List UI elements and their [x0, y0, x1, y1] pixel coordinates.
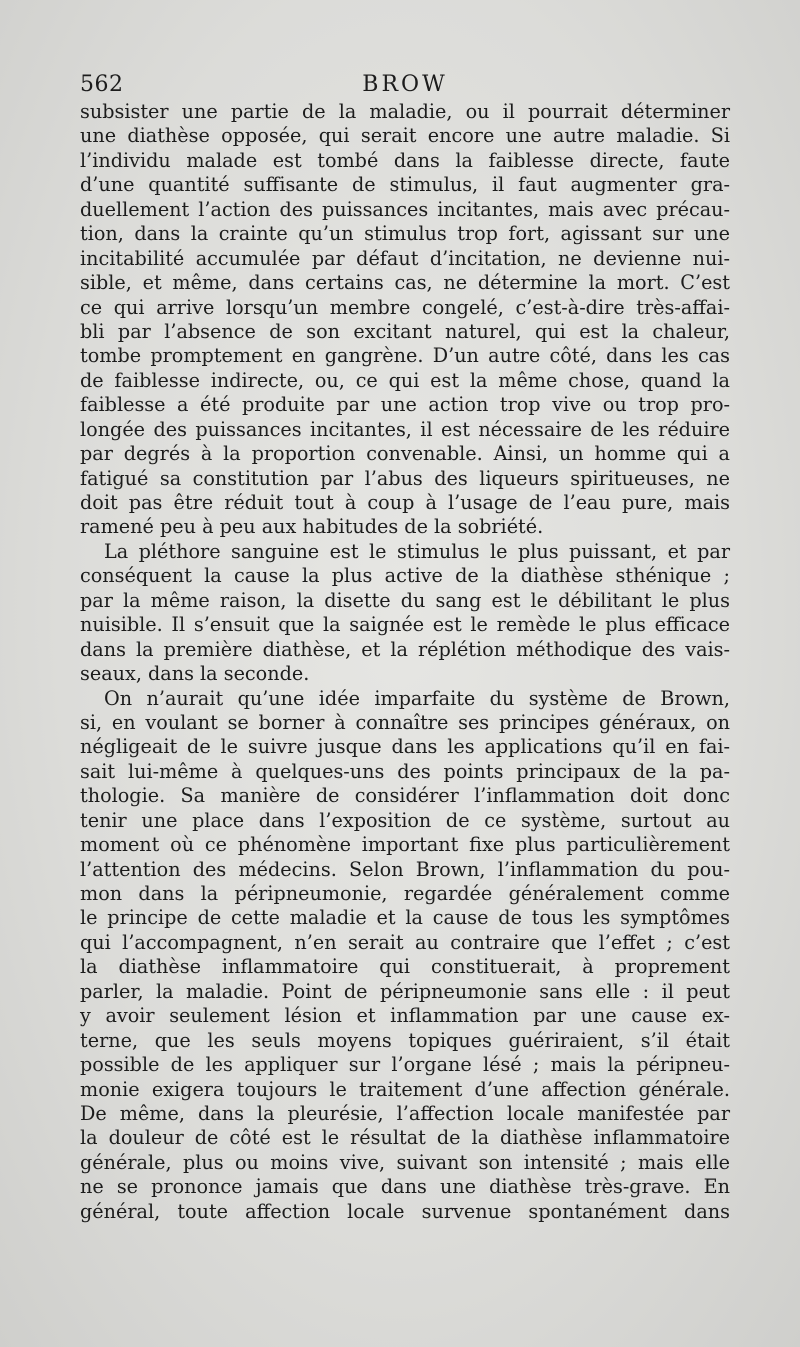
text-line: fatigué sa constitution par l’abus des liqueurs spiritueuses, ne: [80, 466, 730, 490]
text-line: possible de les appliquer sur l’organe lésé ; mais la péripneu-: [80, 1053, 730, 1077]
text-line: de faiblesse indirecte, ou, ce qui est la même chose, quand la: [80, 368, 730, 392]
page-header: [80, 72, 730, 98]
text-line: ce qui arrive lorsqu’un membre congelé, c’est-à-dire très-affai-: [80, 295, 730, 319]
text-line: nuisible. Il s’ensuit que la saignée est le remède le plus efficace: [80, 613, 730, 637]
text-line: dans la première diathèse, et la réplétion méthodique des vais-: [80, 637, 730, 661]
text-line: si, en voulant se borner à connaître ses principes généraux, on: [80, 710, 730, 734]
text-line: incitabilité accumulée par défaut d’incitation, ne devienne nui-: [80, 246, 730, 270]
text-line: sible, et même, dans certains cas, ne détermine la mort. C’est: [80, 271, 730, 295]
text-line: doit pas être réduit tout à coup à l’usage de l’eau pure, mais: [80, 491, 730, 514]
text-line: tion, dans la crainte qu’un stimulus trop fort, agissant sur une: [80, 222, 730, 246]
page-number: 562: [80, 72, 124, 97]
text-line: faiblesse a été produite par une action trop vive ou trop pro-: [80, 393, 730, 417]
text-line: générale, plus ou moins vive, suivant son intensité ; mais elle: [80, 1150, 730, 1174]
text-line: On n’aurait qu’une idée imparfaite du système de Brown,: [104, 686, 730, 710]
text-line: parler, la maladie. Point de péripneumonie sans elle : il peut: [80, 979, 730, 1003]
text-line: duellement l’action des puissances incitantes, mais avec précau-: [80, 197, 730, 221]
text-line: la diathèse inflammatoire qui constituerait, à proprement: [80, 955, 730, 979]
text-line: La pléthore sanguine est le stimulus le plus puissant, et par: [104, 539, 730, 563]
text-line: terne, que les seuls moyens topiques guériraient, s’il était: [80, 1028, 730, 1052]
text-line: tombe promptement en gangrène. D’un autre côté, dans les cas: [80, 344, 730, 368]
text-line: conséquent la cause la plus active de la diathèse sthénique ;: [80, 564, 730, 588]
text-line: thologie. Sa manière de considérer l’inflammation doit donc: [80, 784, 730, 808]
text-line: sait lui-même à quelques-uns des points principaux de la pa-: [80, 759, 730, 783]
text-line: y avoir seulement lésion et inflammation par une cause ex-: [80, 1004, 730, 1028]
body-text: [80, 100, 730, 1224]
running-title: BROW: [362, 72, 448, 97]
text-line: ne se prononce jamais que dans une diathèse très-grave. En: [80, 1175, 730, 1199]
text-line: général, toute affection locale survenue spontanément dans: [80, 1199, 730, 1223]
text-line: le principe de cette maladie et la cause de tous les symptômes: [80, 906, 730, 930]
text-line: d’une quantité suffisante de stimulus, il faut augmenter gra-: [80, 173, 730, 197]
text-line: bli par l’absence de son excitant naturel, qui est la chaleur,: [80, 319, 730, 343]
text-line: la douleur de côté est le résultat de la diathèse inflammatoire: [80, 1126, 730, 1150]
text-line: ramené peu à peu aux habitudes de la sobriété.: [80, 515, 544, 539]
text-line: longée des puissances incitantes, il est nécessaire de les réduire: [80, 417, 730, 441]
text-line: moment où ce phénomène important fixe plus particulièrement: [80, 833, 730, 857]
text-line: subsister une partie de la maladie, ou il pourrait déterminer: [80, 100, 730, 123]
text-line: l’individu malade est tombé dans la faiblesse directe, faute: [80, 148, 730, 172]
text-line: par la même raison, la disette du sang est le débilitant le plus: [80, 588, 730, 612]
text-line: monie exigera toujours le traitement d’une affection générale.: [80, 1077, 730, 1101]
text-line: tenir une place dans l’exposition de ce système, surtout au: [80, 808, 730, 832]
text-line: seaux, dans la seconde.: [80, 662, 310, 686]
text-line: négligeait de le suivre jusque dans les applications qu’il en fai-: [80, 735, 730, 759]
text-line: l’attention des médecins. Selon Brown, l’inflammation du pou-: [80, 857, 730, 881]
text-line: par degrés à la proportion convenable. Ainsi, un homme qui a: [80, 442, 730, 466]
text-line: qui l’accompagnent, n’en serait au contraire que l’effet ; c’est: [80, 930, 730, 954]
text-line: De même, dans la pleurésie, l’affection locale manifestée par: [80, 1101, 730, 1125]
text-line: une diathèse opposée, qui serait encore une autre maladie. Si: [80, 124, 730, 148]
text-line: mon dans la péripneumonie, regardée généralement comme: [80, 882, 730, 905]
